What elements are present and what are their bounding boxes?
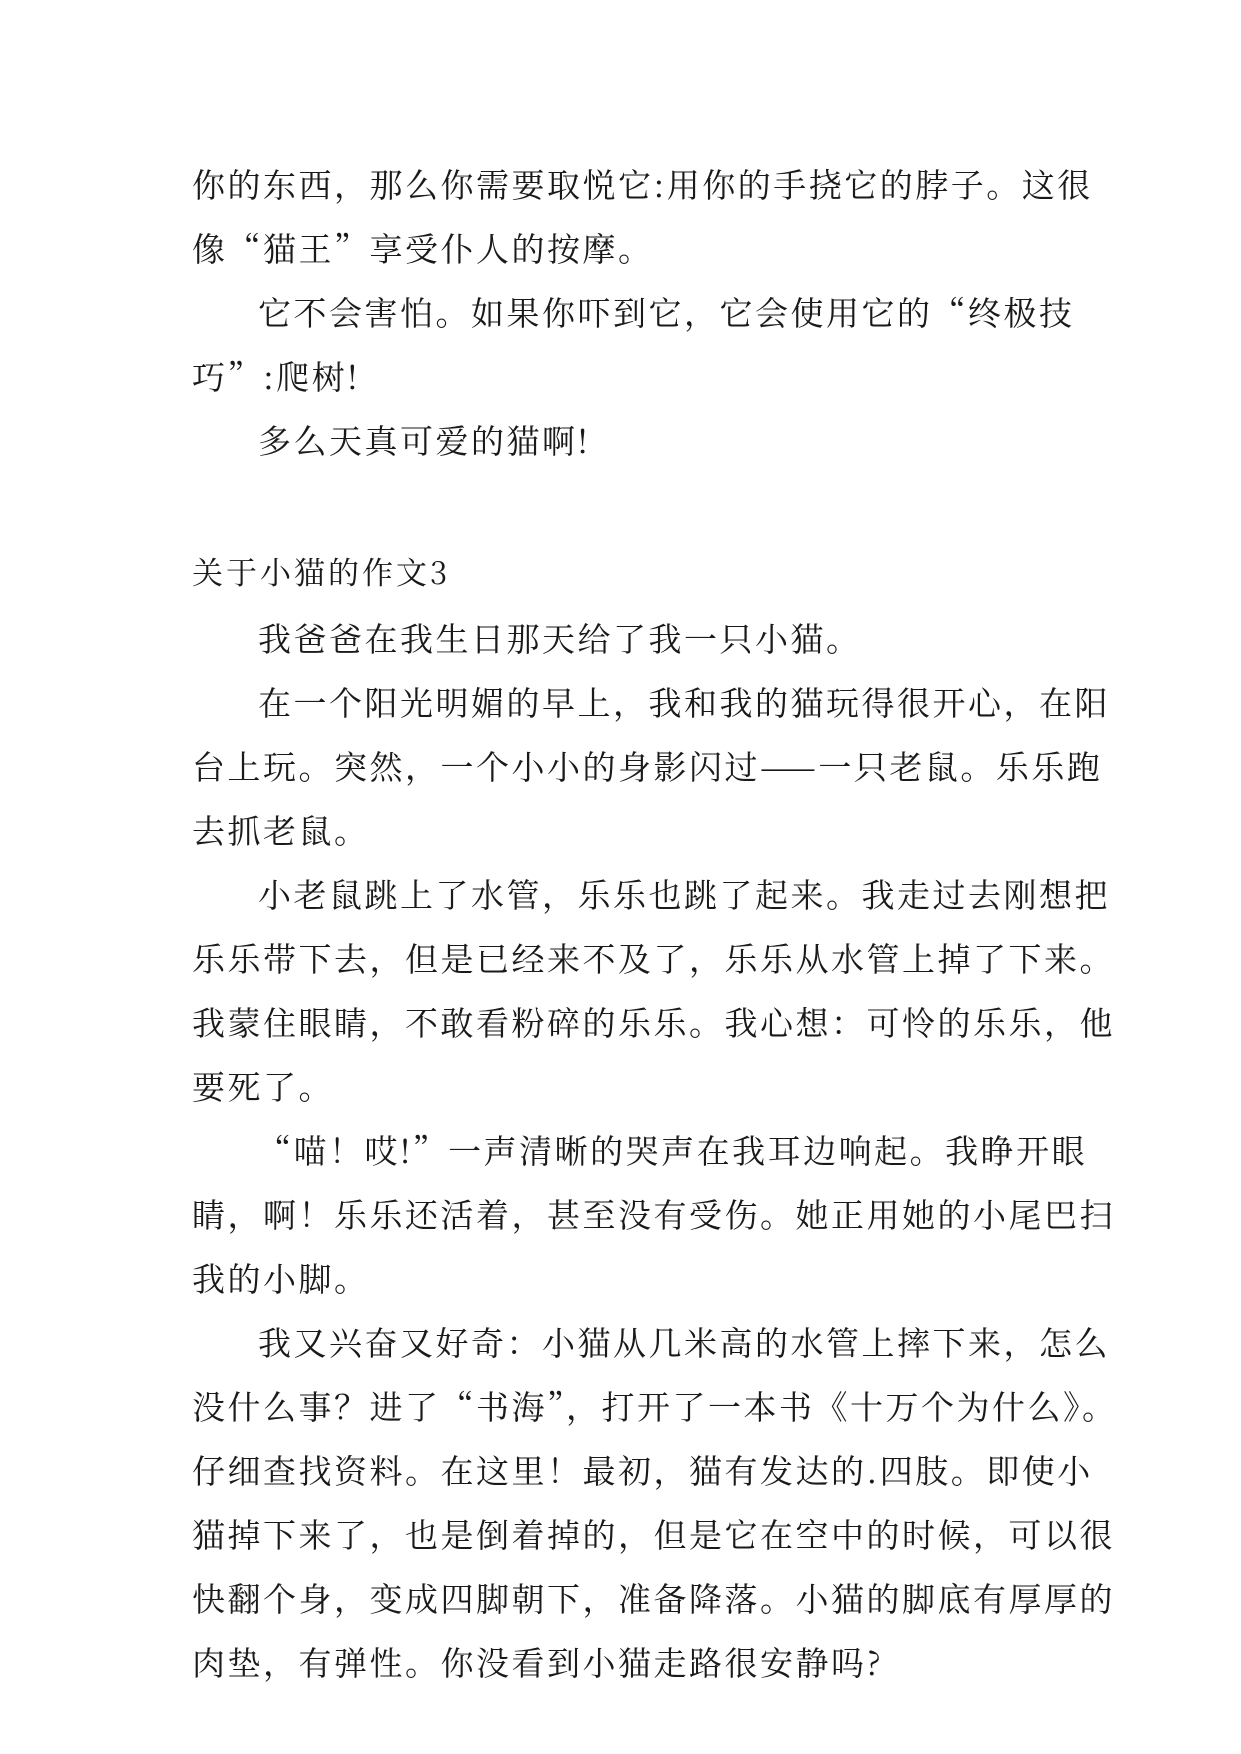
text-line: 肉垫，有弹性。你没看到小猫走路很安静吗? (192, 1638, 884, 1685)
text-line: 没什么事？进了“书海”，打开了一本书《十万个为什么》。 (192, 1382, 1118, 1429)
paragraph (192, 670, 1110, 862)
text-line: 睛，啊！乐乐还活着，甚至没有受伤。她正用她的小尾巴扫 (192, 1190, 1115, 1237)
text-line: 你的东西，那么你需要取悦它:用你的手挠它的脖子。这很 (192, 160, 1093, 207)
blank-line (192, 472, 1052, 536)
text-line: 我爸爸在我生日那天给了我一只小猫。 (258, 614, 862, 661)
text-line: 多么天真可爱的猫啊! (258, 416, 591, 463)
text-line: 台上玩。突然，一个小小的身影闪过——一只老鼠。乐乐跑 (192, 742, 1103, 789)
text-line: 我的小脚。 (192, 1254, 370, 1301)
text-line: 去抓老鼠。 (192, 806, 370, 853)
text-line: 快翻个身，变成四脚朝下，准备降落。小猫的脚底有厚厚的 (192, 1574, 1115, 1621)
text-line: 在一个阳光明媚的早上，我和我的猫玩得很开心，在阳 (258, 678, 1110, 725)
paragraph (192, 1310, 1118, 1694)
text-line: 我又兴奋又好奇：小猫从几米高的水管上摔下来，怎么 (258, 1318, 1110, 1365)
text-line: 仔细查找资料。在这里！最初，猫有发达的.四肢。即使小 (192, 1446, 1093, 1493)
document-body (192, 152, 1118, 1694)
text-line: 巧”:爬树! (192, 352, 360, 399)
paragraph (192, 1118, 1115, 1310)
paragraph (192, 280, 1075, 408)
text-line: 像“猫王”享受仆人的按摩。 (192, 224, 654, 271)
text-line: 要死了。 (192, 1062, 334, 1109)
paragraph (192, 152, 1093, 280)
paragraph (192, 862, 1115, 1118)
text-line: 小老鼠跳上了水管，乐乐也跳了起来。我走过去刚想把 (258, 870, 1110, 917)
text-line: 乐乐带下去，但是已经来不及了，乐乐从水管上掉了下来。 (192, 934, 1115, 981)
paragraph (192, 606, 1052, 670)
section-title: 关于小猫的作文3 (192, 548, 451, 593)
text-line: 猫掉下来了，也是倒着掉的，但是它在空中的时候，可以很 (192, 1510, 1115, 1557)
paragraph (192, 408, 1052, 472)
text-line: 它不会害怕。如果你吓到它，它会使用它的“终极技 (258, 288, 1075, 335)
text-line: “喵！哎!”一声清晰的哭声在我耳边响起。我睁开眼 (258, 1126, 1088, 1173)
text-line: 我蒙住眼睛，不敢看粉碎的乐乐。我心想：可怜的乐乐，他 (192, 998, 1115, 1045)
